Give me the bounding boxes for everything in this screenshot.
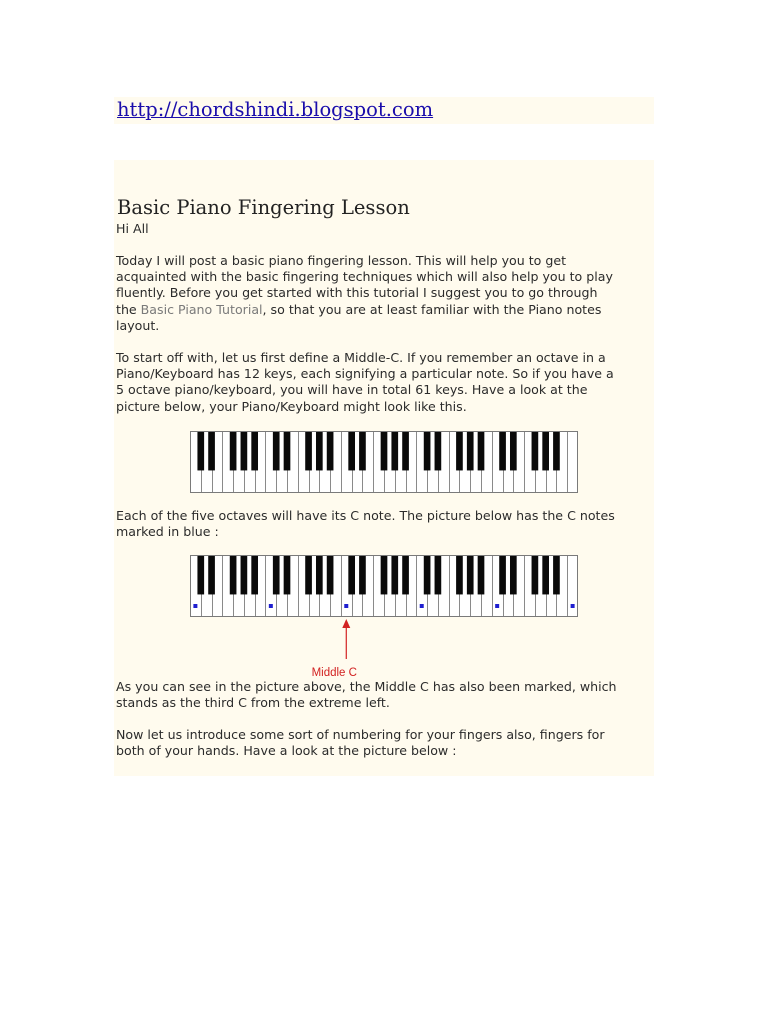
black-key [478, 432, 485, 470]
black-key [391, 556, 398, 594]
black-key [391, 432, 398, 470]
black-key [435, 432, 442, 470]
black-key [208, 432, 215, 470]
black-key [467, 432, 474, 470]
c-note-marker [269, 604, 273, 608]
black-key [532, 556, 539, 594]
intro-line-start: the [116, 301, 141, 317]
middle-c-arrow-head [342, 619, 350, 628]
black-key [402, 556, 409, 594]
black-key [284, 432, 291, 470]
black-key [273, 556, 280, 594]
black-key [542, 556, 549, 594]
octaves-line: Each of the five octaves will have its C note. The picture below has the C notes [116, 508, 615, 523]
post-title: Basic Piano Fingering Lesson [117, 196, 410, 219]
c-note-marker [193, 604, 197, 608]
url-bar [114, 97, 654, 124]
black-key [273, 432, 280, 470]
black-key [251, 432, 258, 470]
black-key [424, 432, 431, 470]
black-key [381, 432, 388, 470]
intro-paragraph [116, 253, 652, 334]
black-key [284, 556, 291, 594]
octaves-line: marked in blue : [116, 524, 219, 540]
keyboard-keys [191, 556, 578, 617]
black-key [467, 556, 474, 594]
finger-numbering-paragraph [116, 727, 652, 759]
black-key [553, 432, 560, 470]
see-above-line: stands as the third C from the extreme left. [116, 695, 390, 711]
black-key [327, 432, 334, 470]
greeting-text: Hi All [116, 221, 149, 236]
black-key [402, 432, 409, 470]
black-key [305, 432, 312, 470]
black-key [197, 432, 204, 470]
black-key [381, 556, 388, 594]
octaves-paragraph [116, 508, 652, 540]
definition-line: 5 octave piano/keyboard, you will have in total 61 keys. Have a look at the [116, 382, 588, 398]
black-key [348, 432, 355, 470]
black-key [241, 432, 248, 470]
intro-line: layout. [116, 317, 160, 333]
post-container [114, 160, 654, 776]
black-key [510, 432, 517, 470]
keyboard-image [190, 431, 578, 493]
numbering-line: both of your hands. Have a look at the picture below : [116, 743, 457, 759]
black-key [553, 556, 560, 594]
black-key [305, 556, 312, 594]
black-key [542, 432, 549, 470]
black-key [510, 556, 517, 594]
keyboard-figure [190, 431, 578, 493]
black-key [208, 556, 215, 594]
middle-c-label: Middle C [311, 667, 357, 679]
c-note-marker [571, 604, 575, 608]
definition-line: Piano/Keyboard has 12 keys, each signifying a particular note. So if you have a [116, 366, 614, 382]
middle-c-definition-paragraph [116, 350, 652, 415]
c-note-marker [495, 604, 499, 608]
black-key [456, 556, 463, 594]
black-key [359, 556, 366, 594]
blog-url-link[interactable]: http://chordshindi.blogspot.com [117, 98, 434, 121]
c-note-marker [420, 604, 424, 608]
intro-line: Today I will post a basic piano fingering lesson. This will help you to get [116, 253, 567, 268]
black-key [499, 556, 506, 594]
keyboard-c-notes-figure [190, 555, 578, 681]
keyboard-c-notes-image [190, 555, 578, 681]
black-key [424, 556, 431, 594]
intro-line [116, 302, 652, 318]
black-key [456, 432, 463, 470]
black-key [327, 556, 334, 594]
intro-line-end: , so that you are at least familiar with the Piano notes [262, 301, 602, 317]
black-key [230, 556, 237, 594]
keyboard-keys [191, 432, 578, 493]
basic-piano-tutorial-link[interactable]: Basic Piano Tutorial [140, 301, 263, 317]
numbering-line: Now let us introduce some sort of numbering for your fingers also, fingers for [116, 727, 605, 742]
intro-line: fluently. Before you get started with this tutorial I suggest you to go through [116, 285, 598, 301]
black-key [316, 556, 323, 594]
black-key [532, 432, 539, 470]
black-key [478, 556, 485, 594]
greeting [116, 221, 652, 237]
see-above-paragraph [116, 679, 652, 711]
definition-line: To start off with, let us first define a Middle-C. If you remember an octave in a [116, 350, 606, 365]
black-key [230, 432, 237, 470]
black-key [359, 432, 366, 470]
black-key [197, 556, 204, 594]
black-key [348, 556, 355, 594]
intro-line: acquainted with the basic fingering techniques which will also help you to play [116, 269, 613, 285]
black-key [241, 556, 248, 594]
black-key [251, 556, 258, 594]
black-key [435, 556, 442, 594]
definition-line: picture below, your Piano/Keyboard might look like this. [116, 398, 467, 414]
c-note-marker [344, 604, 348, 608]
black-key [499, 432, 506, 470]
black-key [316, 432, 323, 470]
see-above-line: As you can see in the picture above, the Middle C has also been marked, which [116, 679, 617, 694]
